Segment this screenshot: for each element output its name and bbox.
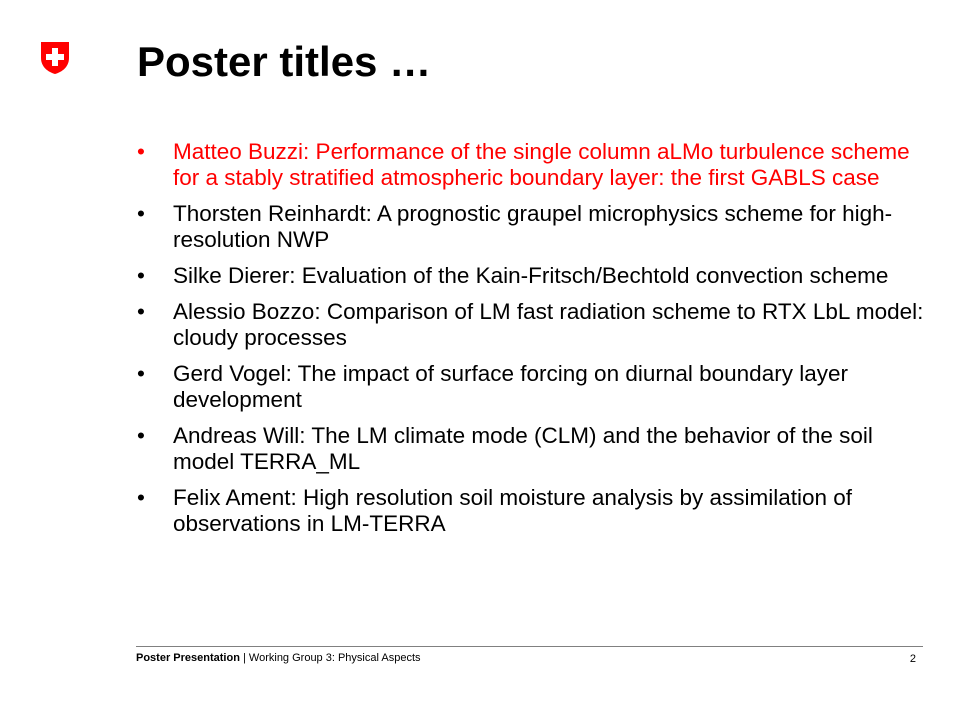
bullet-text: Gerd Vogel: The impact of surface forcing on diurnal boundary layer development [173, 361, 848, 412]
bullet-marker: • [137, 263, 145, 288]
bullet-item [137, 423, 937, 475]
bullet-marker: • [137, 423, 145, 448]
slide-title: Poster titles … [137, 38, 432, 85]
footer-separator: | [239, 652, 249, 664]
bullet-marker: • [137, 299, 145, 324]
footer-caption [136, 651, 421, 665]
bullet-marker: • [137, 201, 145, 226]
bullet-item [137, 485, 937, 537]
bullet-list [137, 139, 937, 547]
bullet-text: Matteo Buzzi: Performance of the single column aLMo turbulence scheme for a stably stratified atmospheric boundary layer: the first GABLS case [173, 139, 910, 190]
bullet-marker: • [137, 485, 145, 510]
bullet-text: Andreas Will: The LM climate mode (CLM) and the behavior of the soil model TERRA_ML [173, 423, 873, 474]
page-number: 2 [909, 653, 916, 665]
bullet-text: Felix Ament: High resolution soil moisture analysis by assimilation of observations in LM-TERRA [173, 485, 853, 536]
bullet-text: Silke Dierer: Evaluation of the Kain-Fritsch/Bechtold convection scheme [173, 263, 889, 288]
bullet-item [137, 299, 937, 351]
bullet-item [137, 201, 937, 253]
swiss-cross-shield-icon [38, 41, 72, 75]
bullet-text: Thorsten Reinhardt: A prognostic graupel microphysics scheme for high-resolution NWP [173, 201, 893, 252]
bullet-item [137, 263, 937, 289]
bullet-text: Alessio Bozzo: Comparison of LM fast radiation scheme to RTX LbL model: cloudy processes [173, 299, 924, 350]
bullet-marker: • [137, 139, 145, 164]
bullet-marker: • [137, 361, 145, 386]
footer-divider [136, 646, 923, 647]
bullet-item [137, 139, 937, 191]
footer-group: Working Group 3: Physical Aspects [248, 652, 421, 664]
footer-presentation: Poster Presentation [136, 652, 240, 664]
bullet-item [137, 361, 937, 413]
